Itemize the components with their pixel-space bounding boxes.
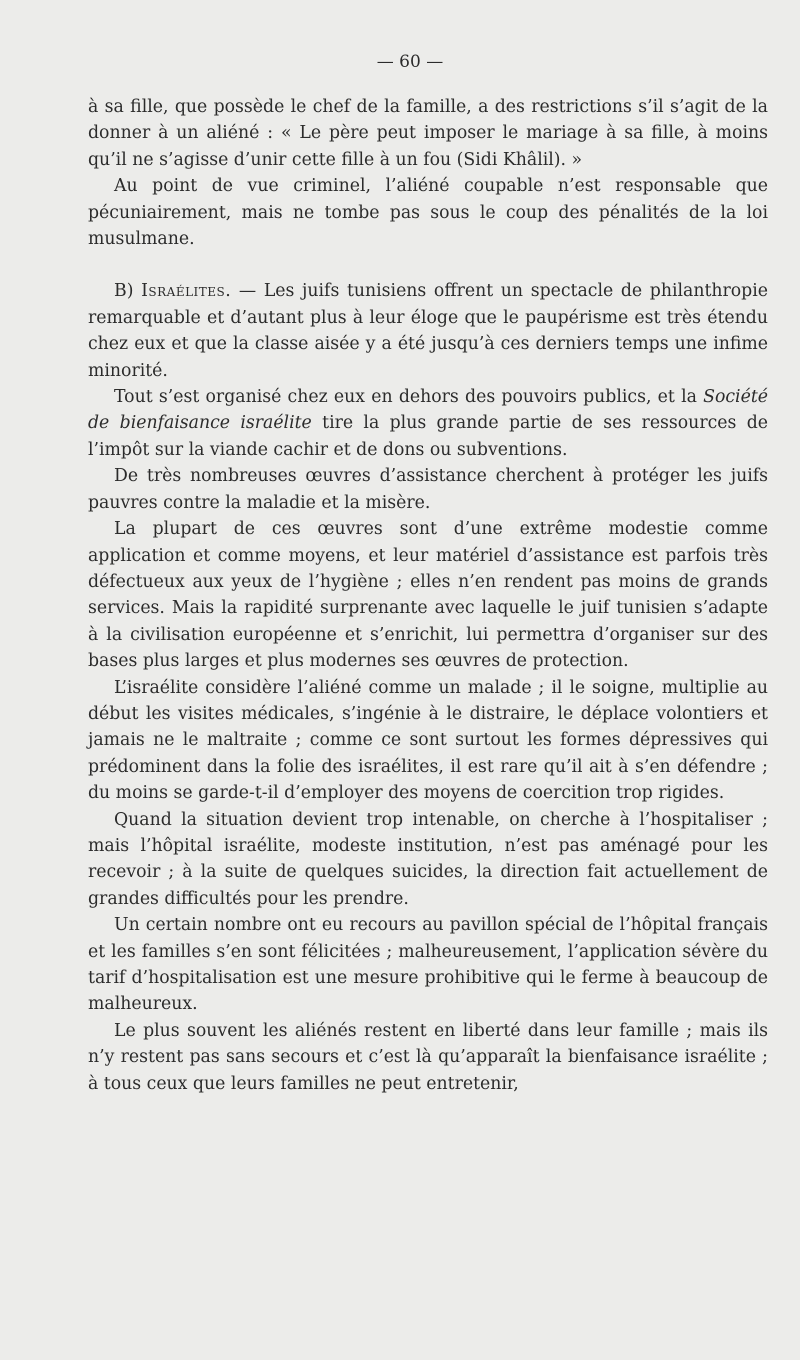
section-heading: Israélites. — [141, 281, 232, 302]
paragraph-hospitalization: Quand la situation devient trop intenable, on cherche à l’hospitaliser ; mais l’hôpital israélite, modeste institution, n’est pas aménagé pour les recevoir ; à la suite de quelques suicides, la direction fait actuellement de grandes difficultés pour les prendre. — [88, 809, 768, 909]
page-body — [88, 94, 768, 1097]
paragraph-care: L’israélite considère l’aliéné comme un malade ; il le soigne, multiplie au début les visites médicales, s’ingénie à le distraire, le déplace volontiers et jamais ne le maltraite ; comme ce sont surtout les formes dépressives qui prédominent dans la folie des israélites, il est rare qu’il ait à s’en défendre ; du moins se garde-t-il d’employer des moyens de coercition trop rigides. — [88, 677, 768, 804]
paragraph-criminal-responsibility: Au point de vue criminel, l’aliéné coupable n’est responsable que pécuniairement, mais ne tombe pas sous le coup des pénalités de la loi musulmane. — [88, 176, 768, 250]
paragraph-section-israelites — [88, 278, 768, 384]
section-text: — Les juifs tunisiens offrent un spectacle de philanthropie remarquable et d’autant plus à leur éloge que le paupérisme est très étendu chez eux et que la classe aisée y a été jusqu’à ces derniers temps une infime minorité. — [88, 281, 768, 381]
section-label: B) — [114, 281, 142, 302]
paragraph-text: tire la plus grande partie de ses ressources de l’impôt sur la viande cachir et de dons ou subventions. — [88, 413, 768, 460]
paragraph-french-hospital: Un certain nombre ont eu recours au pavillon spécial de l’hôpital français et les familles s’en sont félicitées ; malheureusement, l’application sévère du tarif d’hospitalisation est une mesure prohibitive qui le ferme à beaucoup de malheureux. — [88, 915, 768, 1015]
paragraph-continuation: à sa fille, que possède le chef de la famille, a des restrictions s’il s’agit de la donner à un aliéné : « Le père peut imposer le mariage à sa fille, à moins qu’il ne s’agisse d’unir cette fille à un fou (Sidi Khâlil). » — [88, 97, 768, 170]
paragraph-family-liberty: Le plus souvent les aliénés restent en liberté dans leur famille ; mais ils n’y restent pas sans secours et c’est là qu’apparaît la bienfaisance israélite ; à tous ceux que leurs familles ne peut entretenir, — [88, 1020, 768, 1094]
paragraph-modesty: La plupart de ces œuvres sont d’une extrême modestie comme application et comme moyens, et leur matériel d’assistance est parfois très défectueux aux yeux de l’hygiène ; elles n’en rendent pas moins de grands services. Mais la rapidité surprenante avec laquelle le juif tunisien s’adapte à la civilisation européenne et s’enrichit, lui permettra d’organiser sur des bases plus larges et plus modernes ses œuvres de protection. — [88, 519, 768, 672]
paragraph-organization — [88, 384, 768, 463]
paragraph-assistance-works: De très nombreuses œuvres d’assistance cherchent à protéger les juifs pauvres contre la maladie et la misère. — [88, 466, 768, 513]
society-name: Société de bienfaisance israélite — [88, 387, 768, 434]
page-number: — 60 — — [376, 52, 444, 72]
paragraph-text: Tout s’est organisé chez eux en dehors des pouvoirs publics, et la — [114, 387, 704, 408]
